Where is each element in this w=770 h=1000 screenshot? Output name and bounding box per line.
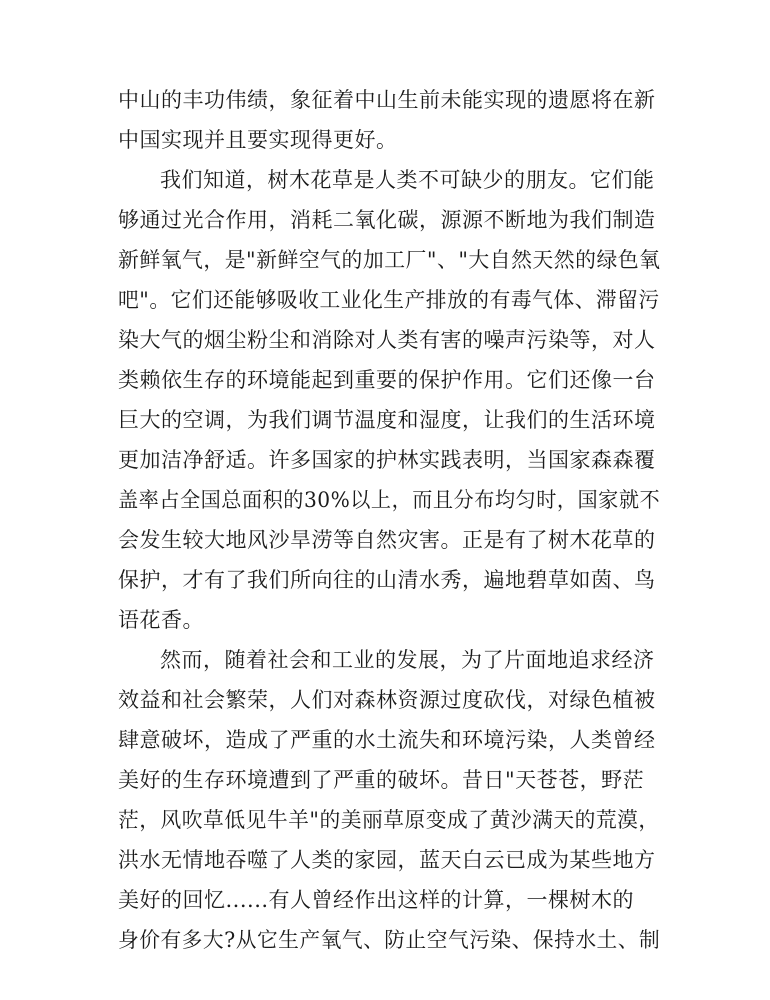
paragraph-first-line: 我们知道，树木花草是人类不可缺少的朋友。它们能 xyxy=(160,168,655,192)
paragraph-line: 美好的生存环境遭到了严重的破坏。昔日"天苍苍，野茫 xyxy=(118,768,645,792)
paragraph-line: 身价有多大?从它生产氧气、防止空气污染、保持水土、制 xyxy=(118,928,661,952)
paragraph-line: 保护，才有了我们所向往的山清水秀，遍地碧草如茵、鸟 xyxy=(118,568,656,592)
paragraph-line: 会发生较大地风沙旱涝等自然灾害。正是有了树木花草的 xyxy=(118,528,656,552)
paragraph-line: 类赖依生存的环境能起到重要的保护作用。它们还像一台 xyxy=(118,368,656,392)
paragraph-line: 中国实现并且要实现得更好。 xyxy=(118,128,398,152)
paragraph-line: 吧"。它们还能够吸收工业化生产排放的有毒气体、滞留污 xyxy=(118,288,660,312)
paragraph-line: 肆意破坏，造成了严重的水土流失和环境污染，人类曾经 xyxy=(118,728,656,752)
paragraph-line: 更加洁净舒适。许多国家的护林实践表明，当国家森森覆 xyxy=(118,448,656,472)
paragraph-line: 够通过光合作用，消耗二氧化碳，源源不断地为我们制造 xyxy=(118,208,656,232)
paragraph-line: 巨大的空调，为我们调节温度和湿度，让我们的生活环境 xyxy=(118,408,656,432)
paragraph-line: 语花香。 xyxy=(118,608,204,632)
paragraph-line: 染大气的烟尘粉尘和消除对人类有害的噪声污染等，对人 xyxy=(118,328,656,352)
paragraph-line: 新鲜氧气，是"新鲜空气的加工厂"、"大自然天然的绿色氧 xyxy=(118,248,661,272)
paragraph-line: 茫，风吹草低见牛羊"的美丽草原变成了黄沙满天的荒漠， xyxy=(118,808,660,832)
paragraph-line: 效益和社会繁荣，人们对森林资源过度砍伐，对绿色植被 xyxy=(118,688,656,712)
paragraph-first-line: 然而，随着社会和工业的发展，为了片面地追求经济 xyxy=(160,648,655,672)
paragraph-line: 中山的丰功伟绩，象征着中山生前未能实现的遗愿将在新 xyxy=(118,88,656,112)
paragraph-line: 洪水无情地吞噬了人类的家园，蓝天白云已成为某些地方 xyxy=(118,848,656,872)
paragraph-line: 美好的回忆......有人曾经作出这样的计算，一棵树木的 xyxy=(118,888,635,912)
paragraph-line: 盖率占全国总面积的30%以上，而且分布均匀时，国家就不 xyxy=(118,488,661,512)
